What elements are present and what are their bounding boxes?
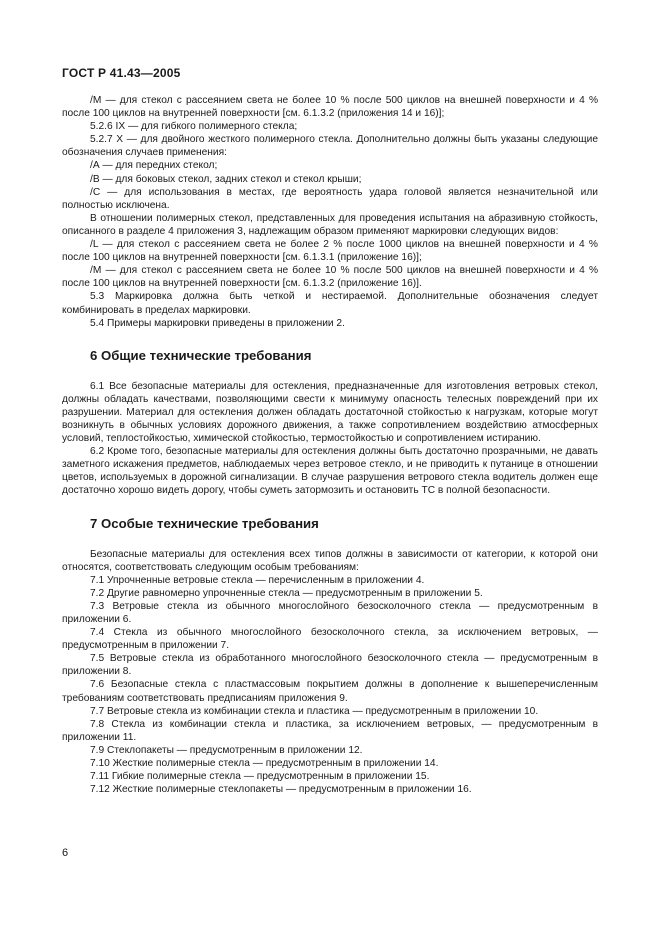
paragraph: /L — для стекол с рассеянием света не более 2 % после 1000 циклов на внешней поверхности и 4 % после 100 циклов на внутренней поверхности [см. 6.1.3.1 (приложение 16)]; (62, 239, 598, 264)
paragraph: 6.1 Все безопасные материалы для остекления, предназначенные для изготовления ветровых стекол, должны обладать качествами, позволяющими свести к минимуму опасность телесных повреждений при их разрушении. Материал для остекления должен обладать достаточной стойкостью к нагрузкам, которые могут возникнуть в обычных условиях дорожного движения, а также сопротивлением воздействию атмосферных условий, теплостойкостью, химической стойкостью, термостойкостью и сопротивлением истиранию. (62, 380, 598, 445)
paragraph: 5.2.7 X — для двойного жесткого полимерного стекла. Дополнительно должны быть указаны следующие обозначения случаев применения: (62, 134, 598, 159)
paragraph: В отношении полимерных стекол, представленных для проведения испытания на абразивную стойкость, описанного в разделе 4 приложения 3, надлежащим образом применяют маркировки следующих видов: (62, 212, 598, 237)
list-item: 7.4 Стекла из обычного многослойного безосколочного стекла, за исключением ветровых, — предусмотренным в приложении 7. (62, 627, 598, 652)
paragraph: /М — для стекол с рассеянием света не более 10 % после 500 циклов на внешней поверхности и 4 % после 100 циклов на внутренней поверхности [см. 6.1.3.2 (приложение 16)]. (62, 265, 598, 290)
paragraph: Безопасные материалы для остекления всех типов должны в зависимости от категории, к которой они относятся, соответствовать следующим особым требованиям: (62, 548, 598, 573)
section-heading-6: 6 Общие технические требования (90, 347, 312, 363)
list-item: 7.3 Ветровые стекла из обычного многослойного безосколочного стекла — предусмотренным в приложении 6. (62, 600, 598, 625)
list-item: 7.10 Жесткие полимерные стекла — предусмотренным в приложении 14. (90, 758, 439, 770)
paragraph: /М — для стекол с рассеянием света не более 10 % после 500 циклов на внешней поверхности и 4 % после 100 циклов на внутренней поверхности [см. 6.1.3.2 (приложения 14 и 16)]; (62, 95, 598, 120)
list-item: 7.2 Другие равномерно упрочненные стекла — предусмотренным в приложении 5. (90, 587, 483, 599)
list-item: 7.8 Стекла из комбинации стекла и пластика, за исключением ветровых, — предусмотренным в приложении 11. (62, 718, 598, 743)
list-item: 7.9 Стеклопакеты — предусмотренным в приложении 12. (90, 744, 363, 756)
paragraph: 5.4 Примеры маркировки приведены в приложении 2. (90, 317, 345, 329)
paragraph: 5.3 Маркировка должна быть четкой и нестираемой. Дополнительные обозначения следует комбинировать в пределах маркировки. (62, 291, 598, 316)
document-header: ГОСТ Р 41.43—2005 (62, 66, 181, 80)
paragraph: /А — для передних стекол; (90, 160, 218, 172)
list-item: 7.5 Ветровые стекла из обработанного многослойного безосколочного стекла — предусмотренным в приложении 8. (62, 653, 598, 678)
page-number: 6 (62, 847, 69, 859)
paragraph: /С — для использования в местах, где вероятность удара головой является незначительной или полностью исключена. (62, 186, 598, 211)
list-item: 7.12 Жесткие полимерные стеклопакеты — предусмотренным в приложении 16. (90, 784, 472, 796)
document-body (62, 94, 598, 796)
paragraph: 6.2 Кроме того, безопасные материалы для остекления должны быть достаточно прозрачными, не давать заметного искажения предметов, наблюдаемых через ветровое стекло, и не приводить к путанице в отношении цветов, используемых в дорожной сигнализации. В случае разрушения ветрового стекла водитель должен еще достаточно хорошо видеть дорогу, чтобы суметь затормозить и остановить ТС в полной безопасности. (62, 446, 598, 497)
section-heading-7: 7 Особые технические требования (90, 515, 319, 531)
list-item: 7.6 Безопасные стекла с пластмассовым покрытием должны в дополнение к вышеперечисленным требованиям соответствовать предписаниям приложения 9. (62, 679, 598, 704)
list-item: 7.11 Гибкие полимерные стекла — предусмотренным в приложении 15. (90, 771, 430, 783)
list-item: 7.7 Ветровые стекла из комбинации стекла и пластика — предусмотренным в приложении 10. (90, 705, 539, 717)
paragraph: /В — для боковых стекол, задних стекол и стекол крыши; (90, 173, 362, 185)
paragraph: 5.2.6 IX — для гибкого полимерного стекла; (90, 121, 298, 133)
list-item: 7.1 Упрочненные ветровые стекла — перечисленным в приложении 4. (90, 574, 425, 586)
